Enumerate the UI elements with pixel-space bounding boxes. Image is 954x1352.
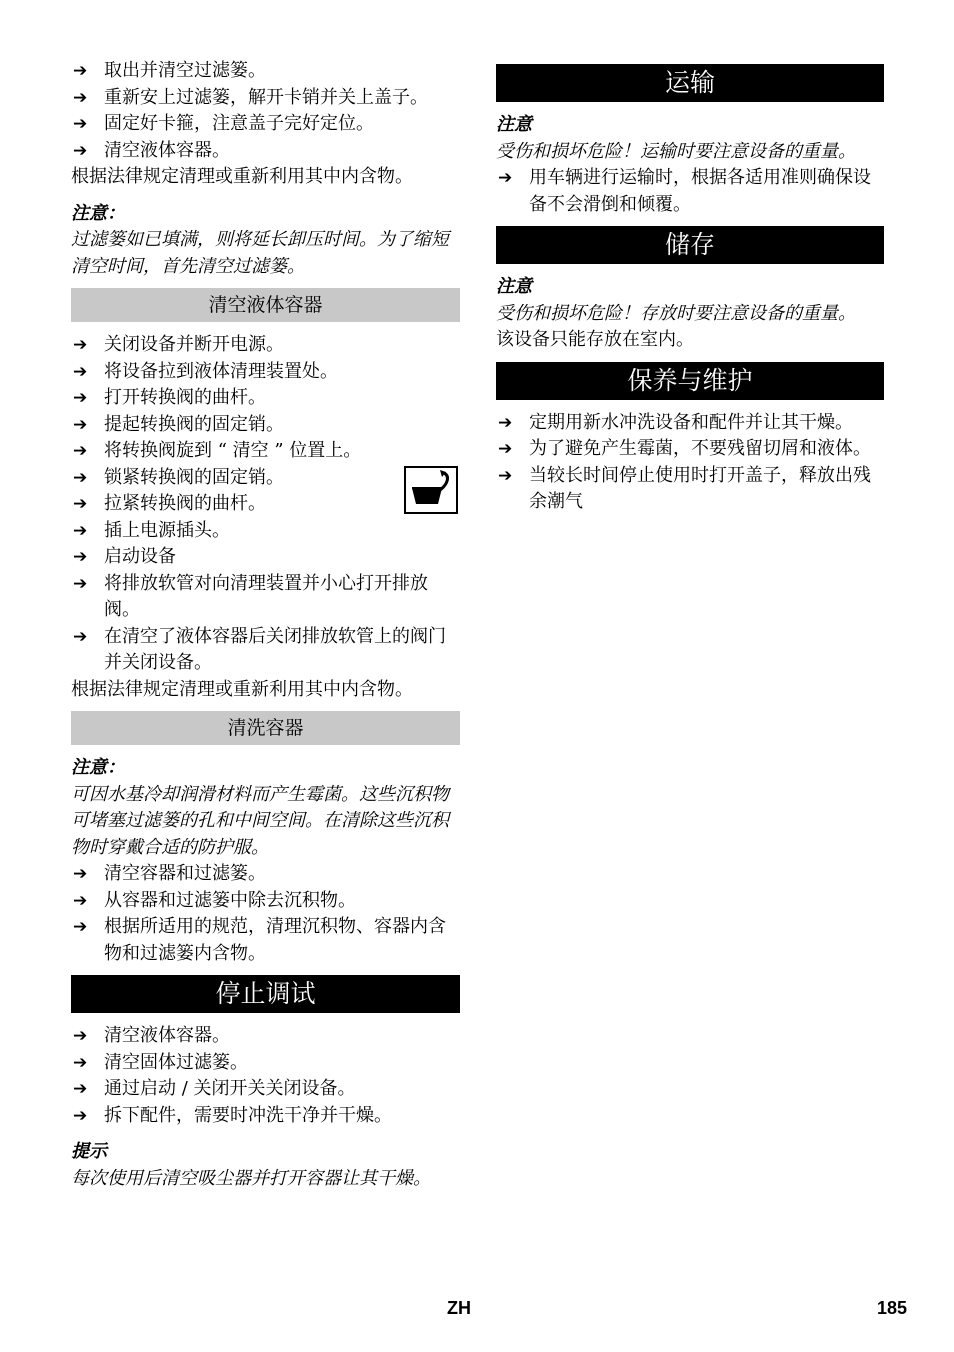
steps-filter xyxy=(71,58,460,280)
list-item: ➔ 根据所适用的规范，清理沉积物、容器内含物和过滤篓内含物。 xyxy=(73,916,446,964)
list-item: ➔ 将转换阀旋到 “ 清空 ” 位置上。 xyxy=(71,438,460,465)
container-empty-icon xyxy=(404,466,458,514)
arrow-right-icon: ➔ xyxy=(73,467,88,488)
list-item: ➔ 打开转换阀的曲杆。 xyxy=(71,385,460,412)
right-column xyxy=(496,58,884,516)
list-item: ➔ 通过启动 / 关闭开关关闭设备。 xyxy=(71,1076,460,1103)
list-item: ➔ 清空容器和过滤篓。 xyxy=(71,861,460,888)
left-column xyxy=(71,58,460,1192)
disposal-text: 根据法律规定清理或重新利用其中内含物。 xyxy=(71,166,413,187)
list-item: ➔ 将设备拉到液体清理装置处。 xyxy=(71,359,460,386)
care-block xyxy=(496,410,884,516)
arrow-right-icon: ➔ xyxy=(73,573,88,594)
arrow-right-icon: ➔ xyxy=(73,547,88,567)
tip-text: 每次使用后清空吸尘器并打开容器让其干燥。 xyxy=(71,1167,431,1189)
list-item: ➔ 清空液体容器。 xyxy=(71,138,460,165)
arrow-right-icon: ➔ xyxy=(73,140,88,161)
arrow-right-icon: ➔ xyxy=(73,864,88,884)
list-item: ➔ 清空固体过滤篓。 xyxy=(71,1050,460,1077)
list-item: ➔ 插上电源插头。 xyxy=(71,518,460,545)
steps-clean-container xyxy=(71,755,460,967)
arrow-right-icon: ➔ xyxy=(73,890,88,911)
section-heading-transport: 运输 xyxy=(496,64,884,102)
arrow-right-icon: ➔ xyxy=(73,114,88,134)
list-item: ➔ 固定好卡箍，注意盖子完好定位。 xyxy=(71,111,460,138)
list-item: ➔ 用车辆进行运输时，根据各适用准则确保设备不会滑倒和倾覆。 xyxy=(498,167,871,215)
list-item: ➔ 取出并清空过滤篓。 xyxy=(71,58,460,85)
transport-block xyxy=(496,112,884,218)
tip-heading: 提示 xyxy=(71,1141,107,1162)
arrow-right-icon: ➔ xyxy=(73,87,88,108)
note-text: 过滤篓如已填满，则将延长卸压时间。为了缩短清空时间，首先清空过滤篓。 xyxy=(71,229,449,277)
list-item: ➔ 启动设备 xyxy=(71,544,460,571)
list-item: ➔ 关闭设备并断开电源。 xyxy=(71,332,460,359)
storage-block xyxy=(496,274,884,354)
page-number: 185 xyxy=(877,1298,908,1318)
arrow-right-icon: ➔ xyxy=(498,168,513,188)
list-item: ➔ 提起转换阀的固定销。 xyxy=(71,412,460,439)
note-heading: 注意 xyxy=(496,114,532,135)
list-item: ➔ 将排放软管对向清理装置并小心打开排放阀。 xyxy=(73,572,428,620)
arrow-right-icon: ➔ xyxy=(73,414,88,435)
arrow-right-icon: ➔ xyxy=(73,388,88,408)
list-item: ➔ 当较长时间停止使用时打开盖子，释放出残余潮气 xyxy=(498,464,871,512)
arrow-right-icon: ➔ xyxy=(498,412,513,433)
arrow-right-icon: ➔ xyxy=(73,441,88,461)
arrow-right-icon: ➔ xyxy=(73,1079,88,1099)
note-heading: 注意： xyxy=(71,202,125,224)
arrow-right-icon: ➔ xyxy=(73,520,88,541)
note-text: 受伤和损坏危险！存放时要注意设备的重量。 xyxy=(496,302,856,324)
section-heading-care: 保养与维护 xyxy=(496,362,884,400)
list-item: ➔ 从容器和过滤篓中除去沉积物。 xyxy=(71,888,460,915)
steps-empty-liquid xyxy=(71,332,460,703)
arrow-right-icon: ➔ xyxy=(73,917,88,937)
arrow-right-icon: ➔ xyxy=(73,61,88,81)
arrow-right-icon: ➔ xyxy=(498,439,513,459)
list-item: ➔ 在清空了液体容器后关闭排放软管上的阀门并关闭设备。 xyxy=(73,625,446,673)
arrow-right-icon: ➔ xyxy=(73,361,88,382)
arrow-right-icon: ➔ xyxy=(73,1026,88,1046)
arrow-right-icon: ➔ xyxy=(73,626,88,647)
list-item: ➔ 清空液体容器。 xyxy=(71,1023,460,1050)
disposal-text: 根据法律规定清理或重新利用其中内含物。 xyxy=(71,678,413,700)
note-heading: 注意 xyxy=(496,276,532,297)
note-text: 可因水基冷却润滑材料而产生霉菌。这些沉积物可堵塞过滤篓的孔和中间空间。在清除这些沉积物时穿戴合适的防护服。 xyxy=(71,783,449,858)
steps-shutdown xyxy=(71,1023,460,1192)
list-item: ➔ 拉紧转换阀的曲杆。 xyxy=(71,491,460,518)
list-item: ➔ 定期用新水冲洗设备和配件并让其干燥。 xyxy=(496,410,884,437)
list-item: ➔ 重新安上过滤篓，解开卡销并关上盖子。 xyxy=(71,85,460,112)
note-text: 受伤和损坏危险！运输时要注意设备的重量。 xyxy=(496,140,856,162)
section-heading-storage: 储存 xyxy=(496,226,884,264)
section-heading-shutdown: 停止调试 xyxy=(71,975,460,1013)
storage-text: 该设备只能存放在室内。 xyxy=(496,329,694,350)
arrow-right-icon: ➔ xyxy=(73,494,88,514)
note-heading: 注意： xyxy=(71,757,125,778)
arrow-right-icon: ➔ xyxy=(73,335,88,355)
section-heading-clean-container: 清洗容器 xyxy=(71,711,460,745)
list-item: ➔ 为了避免产生霉菌，不要残留切屑和液体。 xyxy=(496,436,884,463)
arrow-right-icon: ➔ xyxy=(73,1052,88,1073)
section-heading-empty-liquid: 清空液体容器 xyxy=(71,288,460,322)
list-item: ➔ 拆下配件，需要时冲洗干净并干燥。 xyxy=(71,1103,460,1130)
arrow-right-icon: ➔ xyxy=(498,465,513,486)
arrow-right-icon: ➔ xyxy=(73,1105,88,1126)
list-item: ➔ 锁紧转换阀的固定销。 xyxy=(71,465,460,492)
footer-language: ZH xyxy=(447,1298,471,1318)
